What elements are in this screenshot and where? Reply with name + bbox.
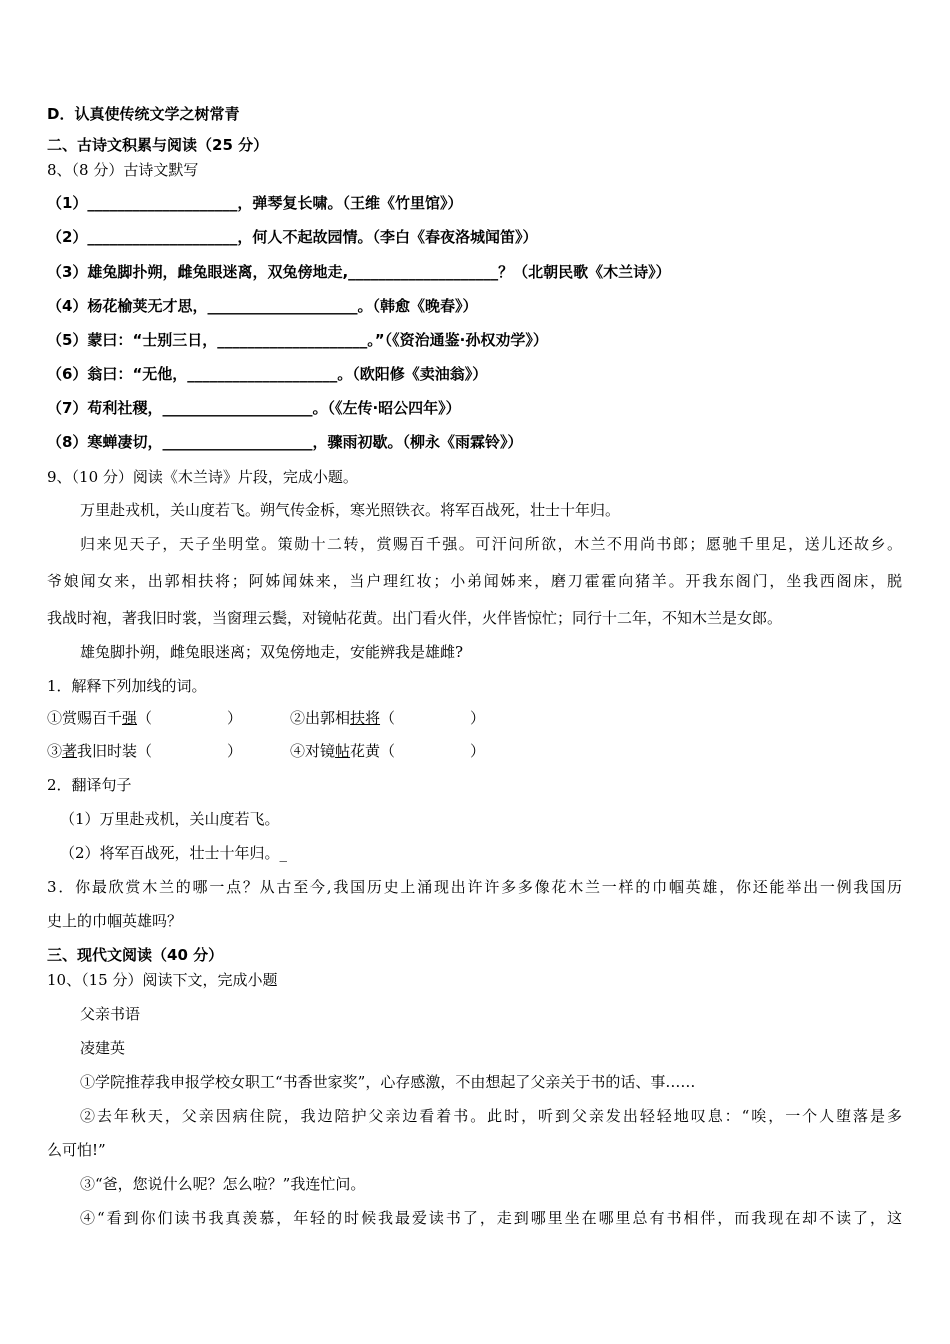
translate-sentence-2: （2）将军百战死，壮士十年归。_ [60, 844, 288, 862]
word-item-2-prefix: ②出郭相 [290, 709, 351, 727]
word-item-4-blank: 花黄（ ） [350, 742, 486, 760]
poem-paragraph-3: 雄兔脚扑朔，雌兔眼迷离；双兔傍地走，安能辨我是雄雌? [80, 643, 464, 661]
article-title: 父亲书语 [80, 1005, 141, 1023]
poem-paragraph-2-line-2: 爷娘闻女来，出郭相扶将；阿姊闻妹来，当户理红妆；小弟闻姊来，磨刀霍霍向猪羊。开我东阁门，坐我西阁床，脱 [47, 572, 902, 590]
q8-item-7: （7）苟利社稷，____________________。（《左传·昭公四年》） [47, 399, 461, 417]
translate-sentence-1: （1）万里赴戎机，关山度若飞。 [60, 810, 280, 828]
word-item-4 [290, 741, 485, 761]
poem-paragraph-1: 万里赴戎机，关山度若飞。朔气传金柝，寒光照铁衣。将军百战死，壮士十年归。 [80, 501, 621, 519]
word-item-4-prefix: ④对镜 [290, 742, 336, 760]
word-item-4-underlined: 帖 [335, 742, 351, 760]
subquestion-2-title: 2．翻译句子 [47, 776, 132, 794]
question-8-title: 8、（8 分）古诗文默写 [47, 161, 199, 179]
question-9-title: 9、（10 分）阅读《木兰诗》片段，完成小题。 [47, 468, 358, 486]
subquestion-3-line-1: 3．你最欣赏木兰的哪一点？从古至今,我国历史上涌现出许许多多像花木兰一样的巾帼英雄，你还能举出一例我国历 [47, 878, 902, 896]
word-item-1-blank: （ ） [137, 709, 243, 727]
q8-item-8: （8）寒蝉凄切，____________________，骤雨初歇。（柳永《雨霖铃》） [47, 433, 523, 451]
word-item-1 [47, 708, 242, 728]
q8-item-3: （3）雄兔脚扑朔，雌兔眼迷离，双兔傍地走,____________________？（北朝民歌《木兰诗》） [47, 263, 671, 281]
q8-item-1: （1）____________________，弹琴复长啸。（王维《竹里馆》） [47, 194, 463, 212]
article-paragraph-4: ④“看到你们读书我真羡慕，年轻的时候我最爱读书了，走到哪里坐在哪里总有书相伴，而我现在却不读了，这 [80, 1209, 902, 1227]
word-item-1-underlined: 强 [122, 709, 138, 727]
subquestion-1-title: 1．解释下列加线的词。 [47, 677, 207, 695]
word-item-3-blank: 我旧时装（ ） [77, 742, 243, 760]
poem-paragraph-2-line-1: 归来见天子，天子坐明堂。策勋十二转，赏赐百千强。可汗问所欲，木兰不用尚书郎；愿驰千里足，送儿还故乡。 [80, 535, 902, 553]
article-author: 凌建英 [80, 1039, 126, 1057]
subquestion-3-line-2: 史上的巾帼英雄吗？ [47, 912, 183, 930]
question-10-title: 10、（15 分）阅读下文，完成小题 [47, 971, 278, 989]
poem-paragraph-2-line-3: 我战时袍，著我旧时裳，当窗理云鬓，对镜帖花黄。出门看火伴，火伴皆惊忙；同行十二年，不知木兰是女郎。 [47, 609, 783, 627]
option-d: D．认真使传统文学之树常青 [47, 105, 240, 123]
article-paragraph-1: ①学院推荐我申报学校女职工“书香世家奖”，心存感激，不由想起了父亲关于书的话、事…… [80, 1073, 696, 1091]
q8-item-4: （4）杨花榆荚无才思，____________________。（韩愈《晚春》） [47, 297, 478, 315]
word-item-3-underlined: 著 [62, 742, 78, 760]
q8-item-5: （5）蒙曰：“士别三日，____________________。”（《资治通鉴·孙权劝学》） [47, 331, 548, 349]
section-3-heading: 三、现代文阅读（40 分） [47, 946, 224, 964]
word-item-3 [47, 741, 242, 761]
article-paragraph-3: ③“爸，您说什么呢？怎么啦？”我连忙问。 [80, 1175, 366, 1193]
word-item-3-prefix: ③ [47, 742, 63, 760]
q8-item-6: （6）翁曰：“无他，____________________。（欧阳修《卖油翁》） [47, 365, 488, 383]
article-paragraph-2-line-1: ②去年秋天，父亲因病住院，我边陪护父亲边看着书。此时，听到父亲发出轻轻地叹息：“唉，一个人堕落是多 [80, 1107, 902, 1125]
word-item-2-underlined: 扶将 [350, 709, 381, 727]
q8-item-2: （2）____________________，何人不起故园情。（李白《春夜洛城闻笛》） [47, 228, 538, 246]
word-item-2-blank: （ ） [380, 709, 486, 727]
section-2-heading: 二、古诗文积累与阅读（25 分） [47, 136, 269, 154]
word-item-1-prefix: ①赏赐百千 [47, 709, 123, 727]
word-item-2 [290, 708, 485, 728]
article-paragraph-2-line-2: 么可怕!” [47, 1141, 106, 1159]
